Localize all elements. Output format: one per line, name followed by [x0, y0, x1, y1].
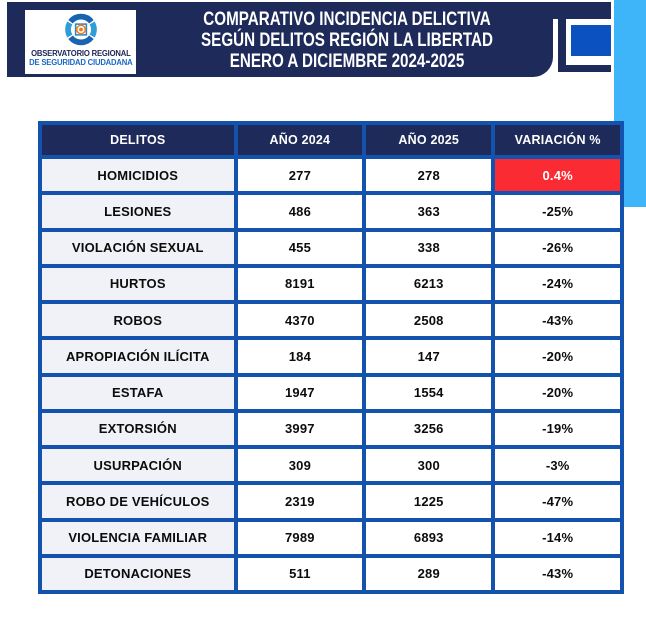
cell-variacion: -26%	[493, 230, 622, 266]
cell-delito: VIOLACIÓN SEXUAL	[40, 230, 236, 266]
title-line-2: SEGÚN DELITOS REGIÓN LA LIBERTAD	[201, 30, 493, 51]
table-row-violacion-sexual	[40, 230, 622, 266]
decor-navy-top-strip	[552, 2, 611, 19]
logo-text-line-2: DE SEGURIDAD CIUDADANA	[28, 58, 133, 67]
cell-variacion-highlighted: 0.4%	[493, 157, 622, 193]
table-row-usurpacion	[40, 447, 622, 483]
cell-ano-2025: 278	[364, 157, 493, 193]
observatory-shutter-eye-icon	[62, 11, 100, 48]
table-row-homicidios	[40, 157, 622, 193]
table-row-extorsion	[40, 411, 622, 447]
cell-ano-2024: 455	[236, 230, 365, 266]
cell-variacion: -20%	[493, 338, 622, 374]
cell-delito: ROBOS	[40, 302, 236, 338]
table-row-robos	[40, 302, 622, 338]
cell-delito: LESIONES	[40, 193, 236, 229]
col-header-delitos: DELITOS	[40, 123, 236, 157]
cell-ano-2025: 6893	[364, 520, 493, 556]
table-row-hurtos	[40, 266, 622, 302]
cell-delito: EXTORSIÓN	[40, 411, 236, 447]
cell-variacion: -43%	[493, 302, 622, 338]
cell-variacion: -43%	[493, 556, 622, 592]
table-row-detonaciones	[40, 556, 622, 592]
cell-variacion: -24%	[493, 266, 622, 302]
table-row-violencia-familiar	[40, 520, 622, 556]
decor-royal-blue-square	[571, 25, 611, 56]
table-row-apropiacion-ilicita	[40, 338, 622, 374]
cell-variacion: -14%	[493, 520, 622, 556]
cell-ano-2024: 1947	[236, 375, 365, 411]
crime-comparison-table	[38, 121, 624, 594]
cell-delito: USURPACIÓN	[40, 447, 236, 483]
page-title	[185, 9, 510, 72]
cell-ano-2025: 363	[364, 193, 493, 229]
cell-ano-2025: 147	[364, 338, 493, 374]
table-row-estafa	[40, 375, 622, 411]
cell-ano-2025: 3256	[364, 411, 493, 447]
table-row-lesiones	[40, 193, 622, 229]
cell-variacion: -25%	[493, 193, 622, 229]
cell-variacion: -19%	[493, 411, 622, 447]
cell-ano-2024: 511	[236, 556, 365, 592]
cell-ano-2024: 184	[236, 338, 365, 374]
cell-ano-2024: 8191	[236, 266, 365, 302]
cell-delito: HURTOS	[40, 266, 236, 302]
col-header-ano-2025: AÑO 2025	[364, 123, 493, 157]
cell-variacion: -47%	[493, 483, 622, 519]
cell-variacion: -3%	[493, 447, 622, 483]
col-header-variacion: VARIACIÓN %	[493, 123, 622, 157]
title-line-1: COMPARATIVO INCIDENCIA DELICTIVA	[203, 9, 491, 30]
cell-ano-2024: 2319	[236, 483, 365, 519]
table-header-row	[40, 123, 622, 157]
cell-ano-2025: 6213	[364, 266, 493, 302]
table-row-robo-de-vehiculos	[40, 483, 622, 519]
cell-ano-2024: 7989	[236, 520, 365, 556]
cell-ano-2024: 4370	[236, 302, 365, 338]
col-header-ano-2024: AÑO 2024	[236, 123, 365, 157]
cell-delito: HOMICIDIOS	[40, 157, 236, 193]
cell-ano-2025: 1554	[364, 375, 493, 411]
cell-ano-2025: 300	[364, 447, 493, 483]
cell-variacion: -20%	[493, 375, 622, 411]
logo-text-line-1: OBSERVATORIO REGIONAL	[30, 49, 131, 58]
cell-ano-2024: 486	[236, 193, 365, 229]
title-line-3: ENERO A DICIEMBRE 2024-2025	[229, 51, 465, 72]
cell-ano-2024: 309	[236, 447, 365, 483]
cell-delito: ROBO DE VEHÍCULOS	[40, 483, 236, 519]
cell-ano-2024: 3997	[236, 411, 365, 447]
cell-ano-2025: 1225	[364, 483, 493, 519]
cell-delito: ESTAFA	[40, 375, 236, 411]
cell-delito: VIOLENCIA FAMILIAR	[40, 520, 236, 556]
cell-ano-2025: 289	[364, 556, 493, 592]
cell-delito: APROPIACIÓN ILÍCITA	[40, 338, 236, 374]
cell-ano-2024: 277	[236, 157, 365, 193]
cell-ano-2025: 2508	[364, 302, 493, 338]
cell-ano-2025: 338	[364, 230, 493, 266]
logo	[25, 10, 136, 74]
cell-delito: DETONACIONES	[40, 556, 236, 592]
